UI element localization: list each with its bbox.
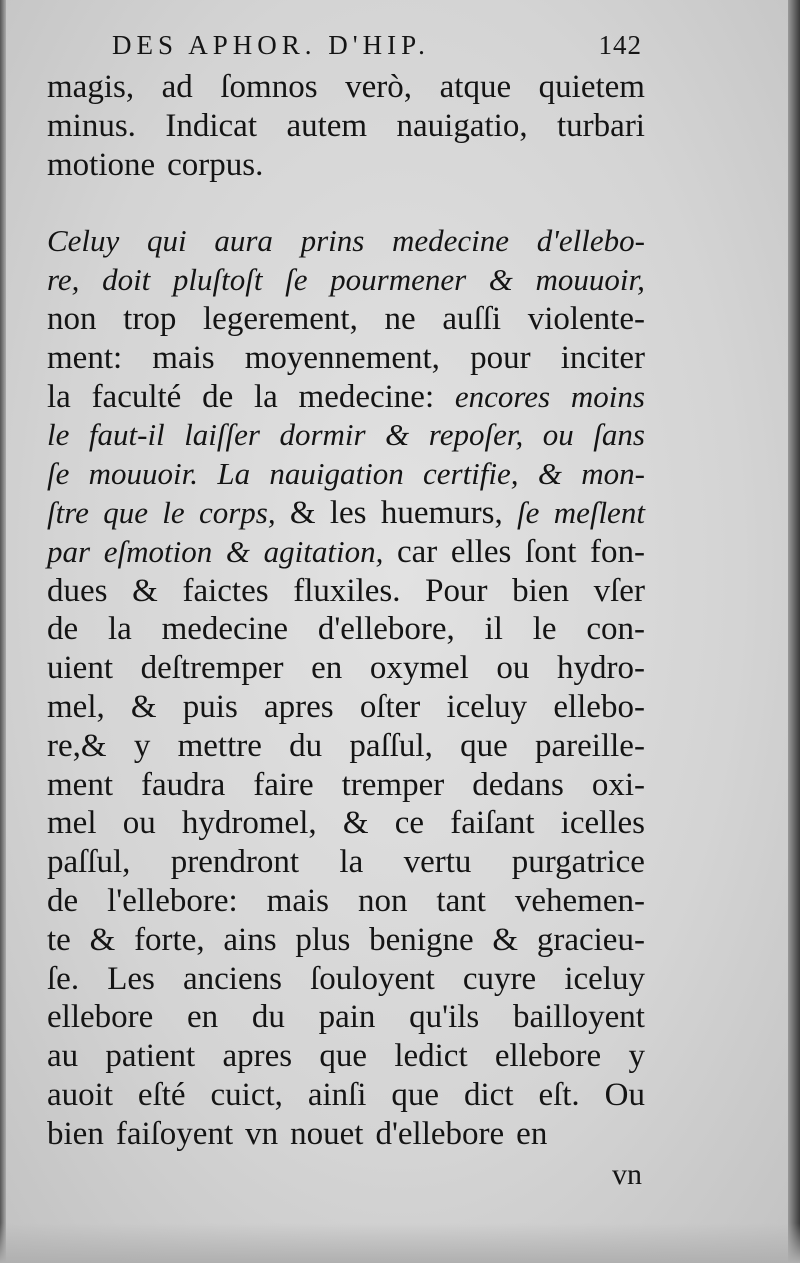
page-right-edge — [788, 0, 800, 1263]
word: violente- — [527, 300, 645, 337]
word: pour — [470, 339, 531, 376]
word: Celuy — [47, 223, 120, 259]
word: icelles — [560, 805, 645, 842]
word: faudra — [140, 766, 226, 803]
word: d'ellebore — [375, 1115, 505, 1152]
word: ſomnos — [220, 69, 318, 105]
word: que — [103, 494, 148, 530]
word: l'ellebore: — [107, 882, 238, 919]
word: au — [47, 1038, 79, 1075]
word: La — [217, 456, 251, 492]
word: de — [47, 882, 79, 919]
word: ſouloyent — [310, 960, 435, 997]
word: faire — [253, 766, 314, 803]
text-line — [47, 572, 645, 611]
text-line — [47, 649, 645, 688]
word: ſans — [593, 417, 645, 453]
word: magis, — [47, 69, 135, 105]
word: uient — [47, 650, 113, 687]
word: anciens — [183, 960, 282, 997]
word: prendront — [170, 844, 300, 881]
word: doit — [102, 262, 151, 298]
text-line — [47, 960, 645, 999]
word: mouuoir. — [88, 456, 199, 492]
word: eſmotion — [103, 533, 213, 569]
word: Ou — [604, 1076, 645, 1113]
word: legerement, — [203, 300, 358, 337]
word: en — [516, 1115, 548, 1152]
text-line — [47, 882, 645, 921]
text-line — [47, 843, 645, 882]
text-line — [47, 494, 645, 533]
page-left-edge — [0, 0, 6, 1263]
word: & — [537, 456, 562, 492]
text-line — [47, 533, 645, 572]
word: eſt. — [538, 1076, 580, 1113]
word: d'ellebo- — [536, 223, 645, 259]
word: auoit — [47, 1076, 113, 1113]
word: en — [311, 650, 343, 687]
text-line — [47, 261, 645, 300]
word: pourmener — [330, 262, 467, 298]
word: nauigation — [269, 456, 404, 492]
word: ſe — [517, 494, 540, 530]
word: y — [628, 1038, 645, 1075]
word: car — [396, 533, 438, 570]
word: mais — [152, 339, 215, 376]
word: autem — [286, 107, 368, 144]
word: de — [202, 378, 234, 415]
word: de — [47, 611, 79, 648]
word: & — [225, 533, 250, 569]
text-line — [47, 455, 645, 494]
word: benigne — [369, 921, 474, 958]
word: apres — [263, 688, 334, 725]
word: le — [47, 417, 70, 453]
text-line — [47, 998, 645, 1037]
word: & — [89, 921, 116, 958]
word: dormir — [279, 417, 366, 453]
word: & — [130, 688, 157, 725]
word: motione — [47, 146, 156, 183]
word: atque — [439, 69, 512, 105]
word: elles — [450, 533, 512, 570]
word: ledict — [394, 1038, 468, 1075]
text-line — [47, 1115, 645, 1154]
word: mouuoir, — [535, 262, 645, 298]
word: ou — [122, 805, 156, 842]
word: vertu — [403, 844, 472, 881]
word: fluxiles. — [293, 572, 401, 609]
word: le — [162, 494, 185, 530]
word: mettre — [177, 727, 262, 764]
word: mais — [266, 882, 329, 919]
text-line — [47, 610, 645, 649]
word: oxi- — [591, 766, 645, 803]
word: ellebo- — [553, 688, 645, 725]
text-line — [47, 339, 645, 378]
word: qu'ils — [409, 999, 480, 1036]
word: prins — [300, 223, 365, 259]
word: re,& — [47, 727, 107, 764]
word: medecine — [392, 223, 510, 259]
word: re, — [47, 262, 80, 298]
word: bien — [47, 1115, 104, 1152]
word: paſſul, — [47, 844, 131, 881]
word: bien — [512, 572, 569, 609]
word: & — [342, 805, 369, 842]
text-line — [47, 804, 645, 843]
word: que — [391, 1076, 440, 1113]
word: non — [357, 882, 408, 919]
word: mon- — [581, 456, 645, 492]
word: ne — [384, 300, 416, 337]
word: paſſul, — [349, 727, 433, 764]
text-line — [47, 378, 645, 417]
word: pareille- — [535, 727, 645, 764]
word: faictes — [182, 572, 269, 609]
word: nauigatio, — [396, 107, 528, 144]
word: certifie, — [422, 456, 519, 492]
word: que — [460, 727, 508, 764]
word: la — [339, 844, 364, 881]
word: laiſſer — [184, 417, 260, 453]
word: minus. — [47, 107, 136, 144]
word: verò, — [345, 69, 413, 105]
word: oſter — [359, 688, 421, 725]
word: ou — [496, 650, 530, 687]
word: ains — [223, 921, 277, 958]
text-line — [47, 300, 645, 339]
word: ſtre — [47, 494, 89, 530]
body-text — [47, 68, 645, 1154]
word: ment — [47, 766, 113, 803]
word: puis — [182, 688, 238, 725]
word: ſe — [285, 262, 308, 298]
word: corpus. — [167, 146, 264, 183]
page-bottom-shadow — [0, 1223, 800, 1263]
word: Pour — [425, 572, 488, 609]
running-head: DES APHOR. D'HIP. — [112, 30, 430, 60]
word: ellebore — [47, 999, 154, 1036]
word: nouet — [290, 1115, 364, 1152]
word: d'ellebore, — [317, 611, 455, 648]
word: bailloyent — [512, 999, 645, 1036]
word: auſſi — [442, 300, 502, 337]
word: Indicat — [165, 107, 257, 144]
word: non — [47, 300, 97, 337]
word: & — [385, 417, 410, 453]
word: corps, — [198, 494, 276, 530]
word: meſlent — [553, 494, 645, 530]
word: du — [289, 727, 323, 764]
word: mel, — [47, 688, 105, 725]
word: iceluy — [446, 688, 528, 725]
page-header — [112, 30, 642, 70]
text-line — [47, 727, 645, 766]
text-line — [47, 146, 645, 185]
text-line — [47, 107, 645, 146]
word: la — [253, 378, 278, 415]
word: deſtremper — [140, 650, 284, 687]
word: eſté — [137, 1076, 186, 1113]
word: ad — [161, 69, 193, 105]
word: faiſoyent — [115, 1115, 234, 1152]
word: dedans — [472, 766, 564, 803]
word: y — [133, 727, 151, 764]
word: con- — [586, 611, 645, 648]
text-line — [47, 766, 645, 805]
word: par — [47, 533, 91, 569]
word: te — [47, 921, 71, 958]
word: les — [329, 494, 367, 531]
text-line — [47, 1076, 645, 1115]
word: moyennement, — [244, 339, 440, 376]
word: huemurs, — [380, 494, 503, 531]
word: vſer — [593, 572, 645, 609]
word: Les — [107, 960, 155, 997]
page-number: 142 — [598, 30, 642, 60]
word: & — [492, 921, 519, 958]
word: en — [187, 999, 219, 1036]
word: cuict, — [210, 1076, 283, 1113]
word: iceluy — [564, 960, 645, 997]
word: trop — [123, 300, 177, 337]
word: & — [488, 262, 513, 298]
word: gracieu- — [536, 921, 645, 958]
word: dict — [464, 1076, 514, 1113]
word: la — [107, 611, 132, 648]
word: forte, — [134, 921, 205, 958]
text-line — [47, 688, 645, 727]
word: ellebore — [494, 1038, 602, 1075]
word: & — [132, 572, 158, 609]
word: turbari — [557, 107, 645, 144]
word: ainſi — [307, 1076, 367, 1113]
word: tant — [436, 882, 486, 919]
word: que — [319, 1038, 368, 1075]
word: mel — [47, 805, 97, 842]
word: plus — [295, 921, 351, 958]
word: ſe — [47, 456, 70, 492]
word: medecine — [161, 611, 289, 648]
word: faut-il — [88, 417, 165, 453]
word: cuyre — [462, 960, 537, 997]
word: hydro- — [556, 650, 645, 687]
word: agitation, — [263, 533, 384, 569]
word: la — [47, 378, 71, 415]
word: medecine: — [298, 378, 435, 415]
word: inciter — [560, 339, 645, 376]
word: il — [484, 611, 503, 648]
text-line — [47, 921, 645, 960]
word: du — [251, 999, 285, 1036]
word: ſont — [525, 533, 577, 570]
word: ce — [394, 805, 424, 842]
text-line — [47, 68, 645, 107]
word: hydromel, — [181, 805, 317, 842]
word: fon- — [590, 533, 645, 570]
text-line — [47, 1037, 645, 1076]
word: faculté — [91, 378, 182, 415]
word: ſe. — [47, 960, 80, 997]
word: repoſer, — [428, 417, 524, 453]
word: encores — [454, 378, 551, 414]
word: quietem — [538, 69, 645, 105]
word: ou — [542, 417, 574, 453]
word: oxymel — [369, 650, 469, 687]
word: le — [532, 611, 557, 648]
word: moins — [570, 378, 645, 414]
text-line — [47, 416, 645, 455]
word: dues — [47, 572, 108, 609]
word: vehemen- — [514, 882, 645, 919]
word: purgatrice — [511, 844, 645, 881]
word: patient — [105, 1038, 196, 1075]
word: & — [289, 494, 316, 531]
word: tremper — [341, 766, 445, 803]
word: aura — [214, 223, 273, 259]
word: faiſant — [450, 805, 535, 842]
word: pain — [318, 999, 376, 1036]
catchword: vn — [612, 1158, 642, 1191]
word: apres — [222, 1038, 293, 1075]
text-line — [47, 222, 645, 261]
word: qui — [147, 223, 187, 259]
word: pluſtoſt — [172, 262, 263, 298]
word: vn — [245, 1115, 279, 1152]
word: ment: — [47, 339, 123, 376]
